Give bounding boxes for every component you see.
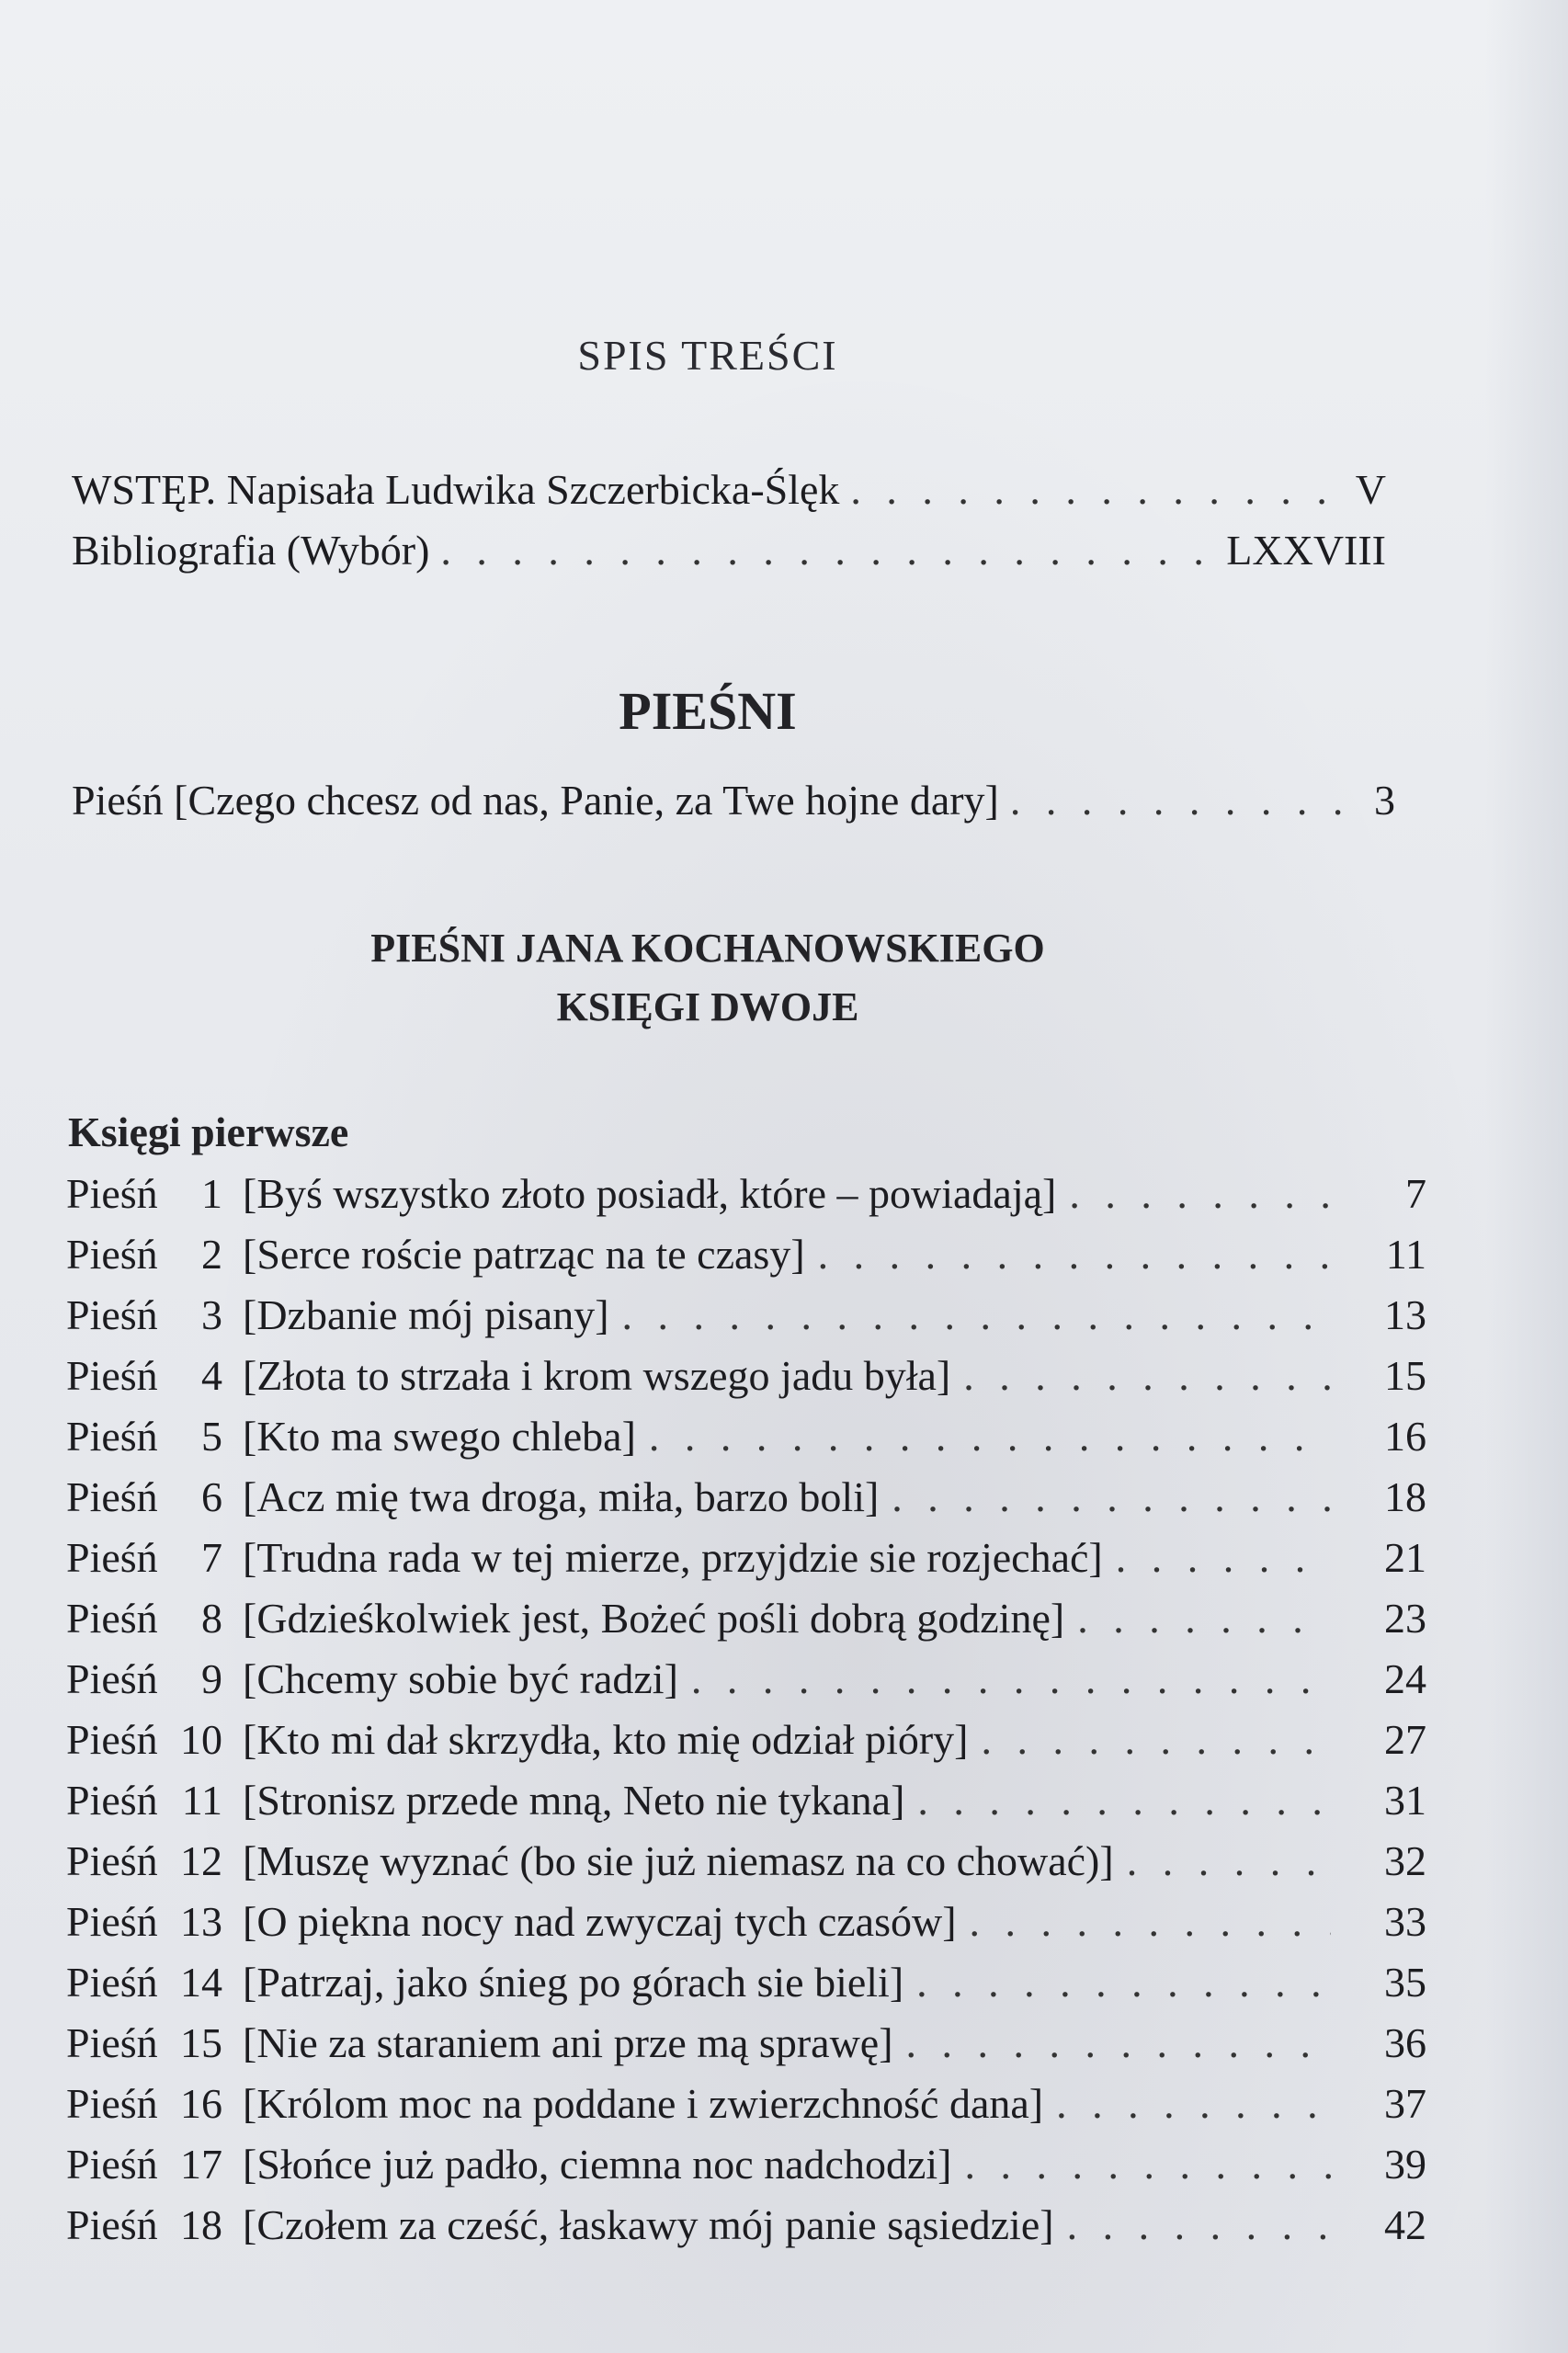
poem-title: [Serce roście patrząc na te czasy]	[243, 1231, 805, 1278]
toc-entry-poem	[66, 2079, 1426, 2140]
dot-leader	[440, 520, 1215, 581]
dot-leader	[970, 1897, 1331, 1946]
poem-number: 7	[201, 1534, 222, 1581]
poem-keyword: Pieśń	[66, 1716, 158, 1763]
poem-title: [Złota to strzała i krom wszego jadu była]	[243, 1352, 951, 1399]
dot-leader	[892, 1472, 1331, 1521]
poem-keyword: Pieśń	[66, 1352, 158, 1399]
toc-entry	[72, 460, 1386, 520]
dot-leader	[691, 1654, 1331, 1703]
poem-title: [O piękna nocy nad zwyczaj tych czasów]	[243, 1898, 957, 1945]
poem-number: 12	[180, 1837, 222, 1884]
toc-entry-label: Pieśń [Czego chcesz od nas, Panie, za Twe hojne dary]	[72, 777, 999, 824]
toc-entry-poem	[66, 2140, 1426, 2200]
toc-entry-poem	[66, 1533, 1426, 1594]
poem-number: 6	[201, 1473, 222, 1520]
poem-number: 11	[181, 1777, 222, 1824]
poem-keyword: Pieśń	[66, 1413, 158, 1460]
poem-page: 21	[1384, 1534, 1426, 1581]
poem-keyword: Pieśń	[66, 1291, 158, 1338]
poem-keyword: Pieśń	[66, 2201, 158, 2248]
poem-number: 17	[180, 2141, 222, 2188]
poem-page: 36	[1384, 2019, 1426, 2066]
poem-title: [Acz mię twa droga, miła, barzo boli]	[243, 1473, 880, 1520]
toc-entry-page: LXXVIII	[1226, 527, 1386, 574]
poem-title: [Kto mi dał skrzydła, kto mię odział pióry]	[243, 1716, 969, 1763]
dot-leader	[906, 2018, 1331, 2067]
page-fold-shadow	[1485, 0, 1568, 2353]
toc-entry-poem	[66, 1654, 1426, 1715]
toc-entry-page: V	[1355, 466, 1386, 513]
toc-entry-poem	[66, 1169, 1426, 1230]
poem-title: [Chcemy sobie być radzi]	[243, 1655, 678, 1702]
dot-leader	[649, 1412, 1331, 1461]
section-title-line: KSIĘGI DWOJE	[556, 984, 859, 1029]
dot-leader	[963, 1351, 1331, 1400]
poem-title: [Dzbanie mój pisany]	[243, 1291, 609, 1338]
poem-number: 9	[201, 1655, 222, 1702]
poem-keyword: Pieśń	[66, 1898, 158, 1945]
poem-title: [Kto ma swego chleba]	[243, 1413, 636, 1460]
poem-page: 7	[1405, 1170, 1426, 1217]
poem-number: 2	[201, 1231, 222, 1278]
poem-list	[66, 1169, 1426, 2261]
poem-title: [Trudna rada w tej mierze, przyjdzie sie rozjechać]	[243, 1534, 1103, 1581]
toc-entry-poem	[66, 1351, 1426, 1412]
poem-number: 5	[201, 1413, 222, 1460]
poem-page: 24	[1384, 1655, 1426, 1702]
poem-title: [Słońce już padło, ciemna noc nadchodzi]	[243, 2141, 952, 2188]
poem-number: 13	[180, 1898, 222, 1945]
poem-page: 18	[1384, 1473, 1426, 1520]
poem-page: 39	[1384, 2141, 1426, 2188]
section-title-piesni: PIEŚNI	[619, 681, 797, 741]
poem-keyword: Pieśń	[66, 1473, 158, 1520]
dot-leader	[1116, 1533, 1331, 1582]
toc-entry-page: 3	[1374, 777, 1395, 824]
poem-number: 18	[180, 2201, 222, 2248]
piesni-entry-list	[72, 770, 1395, 831]
poem-title: [Gdzieśkolwiek jest, Bożeć pośli dobrą godzinę]	[243, 1595, 1065, 1642]
toc-entry-poem	[66, 1715, 1426, 1776]
poem-page: 31	[1384, 1777, 1426, 1824]
dot-leader	[965, 2140, 1332, 2188]
poem-number: 10	[180, 1716, 222, 1763]
poem-number: 16	[180, 2080, 222, 2127]
dot-leader	[850, 460, 1344, 520]
poem-page: 42	[1384, 2201, 1426, 2248]
dot-leader	[1069, 1169, 1331, 1218]
dot-leader	[981, 1715, 1331, 1764]
dot-leader	[622, 1290, 1331, 1339]
poem-keyword: Pieśń	[66, 1595, 158, 1642]
poem-title: [Nie za staraniem ani prze mą sprawę]	[243, 2019, 893, 2066]
dot-leader	[1056, 2079, 1331, 2128]
toc-entry-poem	[66, 1836, 1426, 1897]
toc-entry-poem	[66, 1958, 1426, 2018]
toc-entry-label: WSTĘP. Napisała Ludwika Szczerbicka-Ślęk	[72, 466, 840, 513]
poem-page: 33	[1384, 1898, 1426, 1945]
poem-number: 1	[201, 1170, 222, 1217]
poem-keyword: Pieśń	[66, 2080, 158, 2127]
poem-keyword: Pieśń	[66, 2141, 158, 2188]
poem-title: [Stronisz przede mną, Neto nie tykana]	[243, 1777, 905, 1824]
poem-page: 23	[1384, 1595, 1426, 1642]
section-title-kochanowski	[64, 919, 1351, 1037]
toc-title: SPIS TREŚCI	[577, 332, 838, 379]
toc-entry-poem	[66, 2018, 1426, 2079]
poem-title: [Muszę wyznać (bo sie już niemasz na co chować)]	[243, 1837, 1114, 1884]
poem-title: [Czołem za cześć, łaskawy mój panie sąsiedzie]	[243, 2201, 1054, 2248]
toc-entry-poem	[66, 2200, 1426, 2261]
poem-keyword: Pieśń	[66, 1777, 158, 1824]
poem-number: 14	[180, 1959, 222, 2006]
toc-entry-poem	[66, 1290, 1426, 1351]
poem-page: 32	[1384, 1837, 1426, 1884]
poem-page: 35	[1384, 1959, 1426, 2006]
dot-leader	[1077, 1594, 1331, 1643]
poem-page: 37	[1384, 2080, 1426, 2127]
poem-number: 15	[180, 2019, 222, 2066]
poem-keyword: Pieśń	[66, 1170, 158, 1217]
poem-title: [Patrzaj, jako śnieg po górach sie bieli]	[243, 1959, 904, 2006]
poem-keyword: Pieśń	[66, 1231, 158, 1278]
poem-keyword: Pieśń	[66, 1534, 158, 1581]
toc-entry-poem	[66, 1897, 1426, 1958]
poem-number: 4	[201, 1352, 222, 1399]
poem-title: [Królom moc na poddane i zwierzchność dana]	[243, 2080, 1044, 2127]
poem-keyword: Pieśń	[66, 1837, 158, 1884]
section-title-line: PIEŚNI JANA KOCHANOWSKIEGO	[370, 926, 1045, 971]
dot-leader	[818, 1230, 1331, 1279]
dot-leader	[1067, 2200, 1331, 2249]
toc-entry-poem	[66, 1472, 1426, 1533]
toc-entry-poem	[66, 1412, 1426, 1472]
poem-page: 15	[1384, 1352, 1426, 1399]
poem-keyword: Pieśń	[66, 2019, 158, 2066]
front-matter-list	[72, 460, 1386, 581]
dot-leader	[1010, 770, 1363, 831]
toc-entry	[72, 520, 1386, 581]
poem-keyword: Pieśń	[66, 1655, 158, 1702]
toc-entry	[72, 770, 1395, 831]
dot-leader	[917, 1776, 1331, 1824]
dot-leader	[1127, 1836, 1331, 1885]
poem-keyword: Pieśń	[66, 1959, 158, 2006]
toc-entry-poem	[66, 1776, 1426, 1836]
toc-entry-label: Bibliografia (Wybór)	[72, 527, 430, 574]
book-heading: Księgi pierwsze	[68, 1108, 349, 1155]
poem-page: 13	[1384, 1291, 1426, 1338]
toc-entry-poem	[66, 1594, 1426, 1654]
poem-page: 27	[1384, 1716, 1426, 1763]
poem-number: 8	[201, 1595, 222, 1642]
poem-page: 11	[1385, 1231, 1426, 1278]
dot-leader	[916, 1958, 1331, 2006]
poem-page: 16	[1384, 1413, 1426, 1460]
poem-title: [Byś wszystko złoto posiadł, które – powiadają]	[243, 1170, 1057, 1217]
toc-entry-poem	[66, 1230, 1426, 1290]
poem-number: 3	[201, 1291, 222, 1338]
